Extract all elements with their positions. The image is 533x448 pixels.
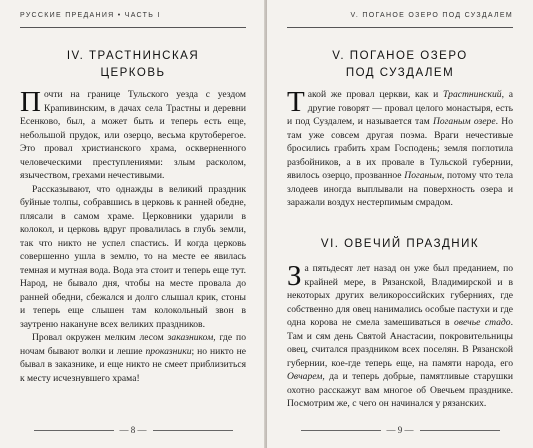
italic-text: проказники <box>145 345 192 357</box>
folio-rule <box>301 430 381 431</box>
text-run: акой же провал церкви, как и <box>307 89 444 100</box>
italic-text: Овчарем <box>287 371 323 382</box>
chapter-title-line1: IV. ТРАСТНИНСКАЯ <box>66 50 200 62</box>
body-text-left <box>20 88 246 385</box>
chapter-title-line2: ПОД СУЗДАЛЕМ <box>345 67 455 79</box>
paragraph <box>287 88 513 210</box>
italic-text: Поганым <box>404 170 442 181</box>
italic-text: овечье стадо <box>454 317 511 328</box>
running-header-right: V. ПОГАНОЕ ОЗЕРО ПОД СУЗДАЛЕМ <box>350 12 513 19</box>
text-run: , да и теперь добрые, памятливые старушки охотно расскажут вам многое об Овечьем празднике. Посмотрим же, с чего он начинался у рязанских. <box>287 371 513 409</box>
folio-rule <box>153 430 233 431</box>
page-number-left: — 8 — <box>20 425 246 435</box>
folio-rule <box>420 430 500 431</box>
text-run: Провал окружен мелким лесом <box>32 332 168 343</box>
text-run: , потому что тела злодеев иногда выплывали на поверхность озера и заражали воздух нестерпимым смрадом. <box>287 170 513 208</box>
chapter-title-iv <box>20 48 246 82</box>
header-rule <box>287 27 513 28</box>
folio-number: 9 <box>397 425 403 435</box>
drop-cap: П <box>20 86 41 118</box>
paragraph: Рассказывают, что однажды в великий праздник буйные толпы, собравшись в церковь к ранней обедне, плясали в самом храме. Церковники ударили в колокол, и церковь вдруг провалилась в глубь земли, так что никто не успел спастись. И когда церковь совершенно ушла в землю, то на месте ее явилась темная и мутная вода. Вода эта стоит и теперь еще тут. Народ, не бывало дня, чтобы на месте провала до ранней обедни, сбежался и долго слышал крик, стоны и теперь еще слышен там колокольный звон в заутреню накануне всех великих праздников. <box>20 183 246 330</box>
header-rule <box>20 27 246 28</box>
text-run: . Но там уже совсем другая поэма. Враги нечестивые бросились грабить храм Господень; земля поглотила разбойников, а в их провале в Тульской губернии, явилось озерцо, прозванное <box>287 116 513 181</box>
chapter-title-v <box>287 48 513 82</box>
page-number-right: — 9 — <box>287 425 513 435</box>
right-page <box>267 0 533 448</box>
chapter-title-line2: ЦЕРКОВЬ <box>100 67 166 79</box>
chapter-title-vi: VI. ОВЕЧИЙ ПРАЗДНИК <box>320 238 480 250</box>
italic-text: Трастнинский <box>443 89 502 100</box>
folio-rule <box>34 430 114 431</box>
text-run: ; но никто не бывал в заказнике, и еще никто не смеет приблизиться к месту исчезнувшего храма! <box>20 345 246 384</box>
drop-cap: Т <box>287 86 305 118</box>
body-text-right-1 <box>287 88 513 210</box>
left-page <box>0 0 266 448</box>
text-run: , где по ночам бывают волки и лешие <box>20 332 246 357</box>
text-run: . Там и сям день Святой Анастасии, покровительницы овец, считался праздником всех поселян. В Рязанской губернии, кое-где теперь еще, на памяти народа, его <box>287 317 513 369</box>
folio-number: 8 <box>130 425 136 435</box>
italic-text: заказником <box>167 332 214 343</box>
body-text-right-2 <box>287 262 513 411</box>
drop-cap: З <box>287 260 302 292</box>
italic-text: Поганым озере <box>432 116 496 127</box>
text-run: , а другие говорят — провал целого монастыря, есть и под Суздалем, и называется там <box>287 89 513 127</box>
paragraph <box>20 88 246 183</box>
text-run: а пятьдесят лет назад он уже был преданием, по крайней мере, в Рязанской, Владимирской и в некоторых других великороссийских губерниях, где собственно для овец нанимались особые пастухи и где одна корова не смела замешиваться в <box>287 263 513 328</box>
paragraph <box>20 331 246 385</box>
paragraph <box>287 262 513 411</box>
paragraph-text: очти на границе Тульского уезда с уездом Крапивинским, в дачах села Трастны и деревни Есенково, был, а может быть и теперь есть еще, небольшой прудок, или озерцо, весьма крутоберегое. Это провал христианского храма, оскверненного человеческими преступлениями: злым расколом, язычеством, грехами нечестивыми. <box>20 89 246 181</box>
running-header-left: РУССКИЕ ПРЕДАНИЯ • ЧАСТЬ I <box>20 12 161 19</box>
chapter-title-line1: V. ПОГАНОЕ ОЗЕРО <box>332 50 468 62</box>
